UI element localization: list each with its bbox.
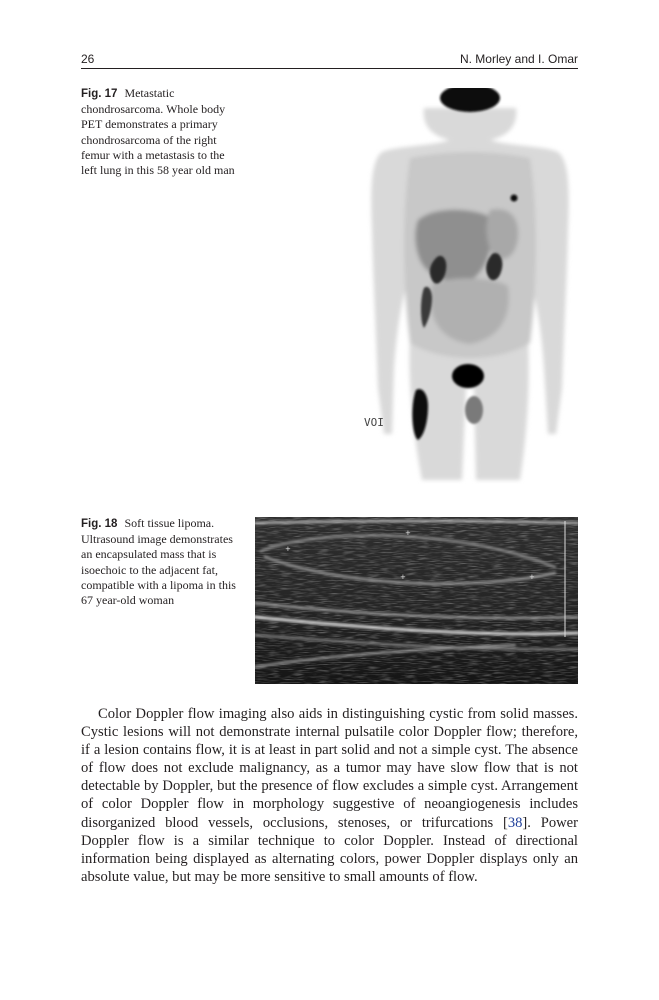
svg-text:+: +	[405, 529, 411, 537]
svg-text:+: +	[400, 573, 406, 581]
figure-18-caption	[81, 516, 241, 608]
figure-18-caption-text: Soft tissue lipoma. Ultrasound image demonstrates an encapsulated mass that is isoechoic to the adjacent fat, compatible with a lipoma in this 67 year-old woman	[81, 516, 236, 608]
running-header-authors: N. Morley and I. Omar	[459, 52, 578, 66]
figure-18-label: Fig. 18	[81, 518, 118, 530]
page-number: 26	[81, 52, 95, 66]
body-text-part-2: ]. Power Doppler flow is a similar technique to color Doppler. Instead of directional information being displayed as alternating colors, power Doppler displays only an absolute value, but may be more sensitive to small amounts of flow.	[81, 814, 578, 885]
figure-17-pet-image	[362, 88, 578, 484]
figure-18-ultrasound-image	[255, 517, 578, 684]
header-rule	[81, 68, 578, 69]
svg-text:+: +	[529, 573, 535, 581]
pet-voi-annotation: VOI	[364, 416, 384, 429]
body-paragraph	[81, 705, 578, 886]
body-text-part-1: Color Doppler flow imaging also aids in distinguishing cystic from solid masses. Cystic lesions will not demonstrate internal pulsatile color Doppler flow; therefore, if a lesion contains flow, it is at least in part solid and not a simple cyst. The absence of flow does not exclude malignancy, as a tumor may have slow flow that is not detectable by Doppler, but the presence of flow excludes a simple cyst. Arrangement of color Doppler flow in morphology suggestive of neoangiogenesis includes disorganized blood vessels, occlusions, stenoses, or trifurcations [	[81, 706, 578, 831]
citation-link[interactable]: 38	[507, 814, 523, 831]
svg-text:+: +	[285, 545, 291, 553]
figure-17-label: Fig. 17	[81, 88, 118, 100]
figure-17-caption	[81, 86, 241, 178]
figure-17-caption-text: Metastatic chondrosarcoma. Whole body PET demonstrates a primary chondrosarcoma of the right femur with a metastasis to the left lung in this 58 year old man	[81, 86, 235, 178]
